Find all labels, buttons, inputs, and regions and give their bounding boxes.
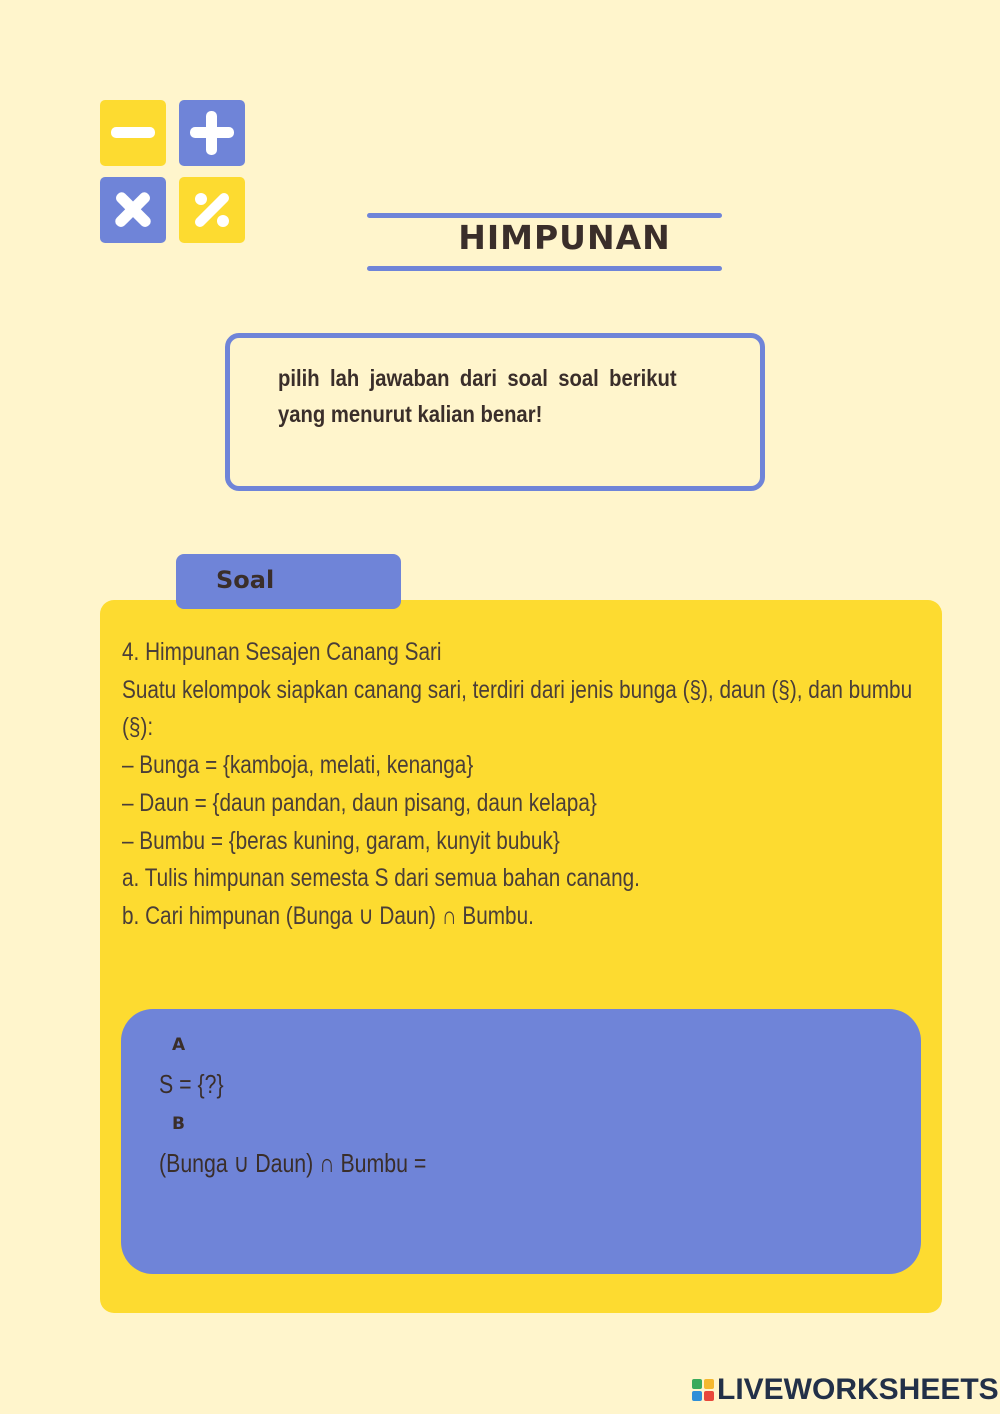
question-line: – Bunga = {kamboja, melati, kenanga} — [122, 751, 474, 780]
title-bottom-rule — [367, 266, 722, 271]
page-title: HIMPUNAN — [458, 218, 671, 257]
answer-a-input[interactable] — [241, 1067, 881, 1107]
answer-b-label: B — [172, 1114, 185, 1134]
question-line: (§): — [122, 713, 154, 742]
question-heading: 4. Himpunan Sesajen Canang Sari — [122, 638, 442, 666]
instruction-box — [225, 333, 765, 491]
question-line: – Bumbu = {beras kuning, garam, kunyit bubuk} — [122, 826, 560, 855]
instruction-text: pilih lah jawaban dari soal soal berikut yang menurut kalian benar! — [278, 365, 677, 427]
question-line: b. Cari himpunan (Bunga ∪ Daun) ∩ Bumbu. — [122, 901, 534, 930]
answer-b-text: (Bunga ∪ Daun) ∩ Bumbu = — [159, 1148, 427, 1178]
soal-tab — [176, 554, 401, 609]
liveworksheets-logo — [692, 1373, 999, 1407]
question-line: Suatu kelompok siapkan canang sari, terdiri dari jenis bunga (§), daun (§), dan bumbu — [122, 675, 913, 704]
liveworksheets-logo-mark-icon — [692, 1379, 714, 1401]
question-text — [122, 634, 962, 936]
plus-icon — [179, 100, 245, 166]
minus-icon — [100, 100, 166, 166]
percent-icon — [179, 177, 245, 243]
answer-a-label: A — [172, 1035, 186, 1055]
question-line: – Daun = {daun pandan, daun pisang, daun kelapa} — [122, 788, 597, 817]
soal-tab-label: Soal — [216, 566, 275, 594]
question-line: a. Tulis himpunan semesta S dari semua bahan canang. — [122, 864, 640, 893]
liveworksheets-logo-text: LIVEWORKSHEETS — [717, 1373, 999, 1406]
answer-b-input[interactable] — [456, 1146, 886, 1186]
answer-panel — [121, 1009, 921, 1274]
times-icon — [100, 177, 166, 243]
answer-a-text: S = {?} — [159, 1069, 224, 1099]
